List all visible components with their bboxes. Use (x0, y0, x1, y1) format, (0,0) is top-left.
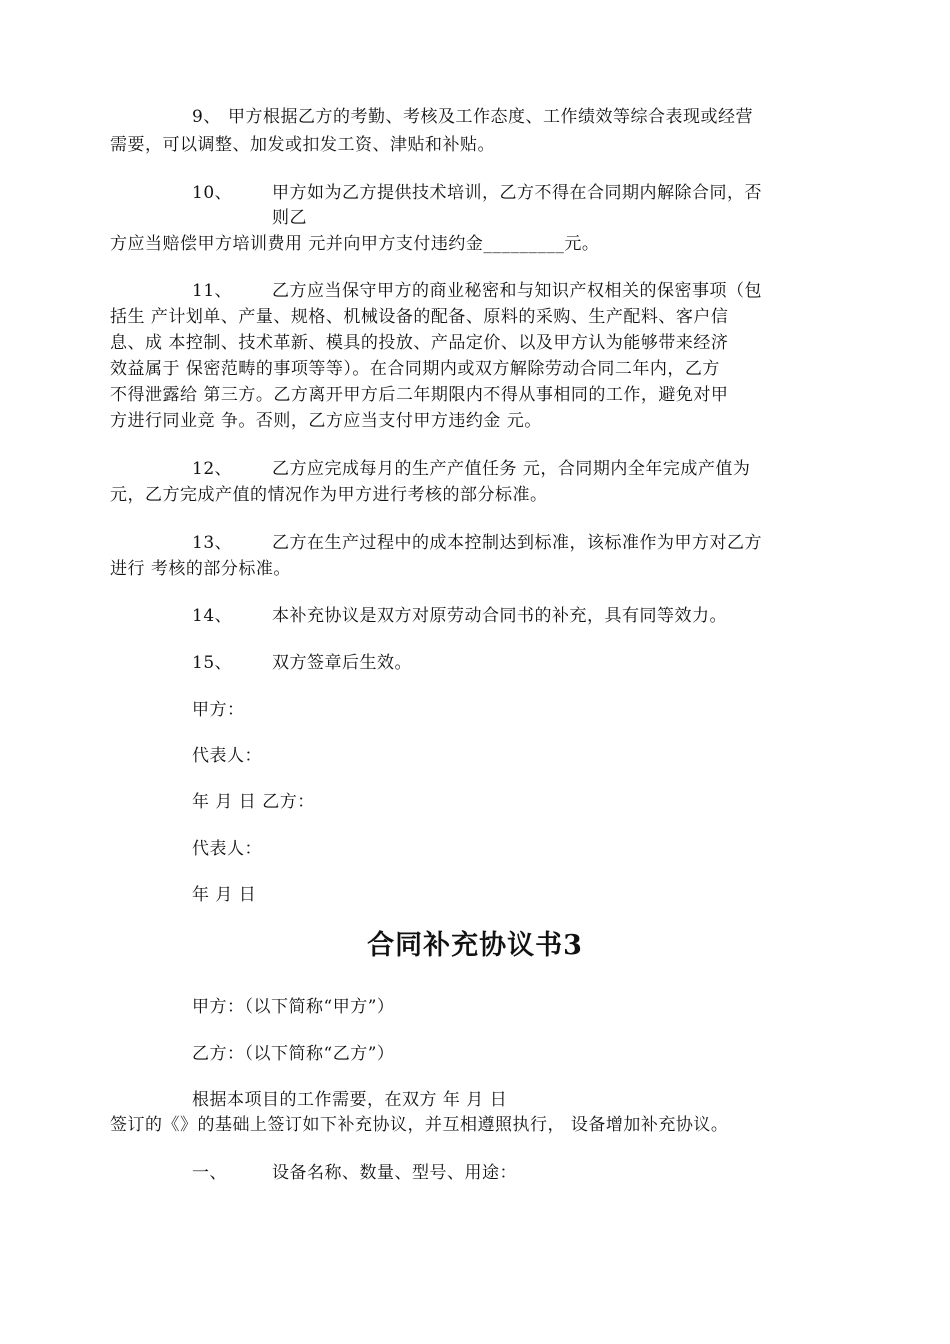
item10-line1: 10、 甲方如为乙方提供技术培训，乙方不得在合同期内解除合同，否 (192, 183, 762, 203)
agreement-intro-line2: 签订的《》的基础上签订如下补充协议，并互相遵照执行， 设备增加补充协议。 (110, 1115, 729, 1135)
item9-number: 9、 (192, 107, 221, 127)
clause1-number: 一、 (192, 1163, 227, 1183)
item11-line5: 不得泄露给 第三方。乙方离开甲方后二年期限内不得从事相同的工作，避免对甲 (110, 385, 729, 405)
item11-line1: 11、 乙方应当保守甲方的商业秘密和与知识产权相关的保密事项（包 (192, 281, 762, 301)
item11-number: 11、 (192, 281, 233, 301)
item15-number: 15、 (192, 653, 233, 673)
agreement-party-b: 乙方：（以下简称“乙方”） (192, 1044, 395, 1064)
signature-date-party-b: 年 月 日 乙方： (192, 792, 315, 812)
item10-line2: 则乙 (272, 208, 307, 228)
item13-number: 13、 (192, 533, 233, 553)
item9-line1: 9、 甲方根据乙方的考勤、考核及工作态度、工作绩效等综合表现或经营 (192, 107, 753, 127)
item12-line1: 12、 乙方应完成每月的生产产值任务 元，合同期内全年完成产值为 (192, 459, 751, 479)
item9-line2: 需要，可以调整、加发或扣发工资、津贴和补贴。 (110, 135, 495, 155)
signature-party-a: 甲方： (192, 700, 245, 720)
item14-number: 14、 (192, 606, 233, 626)
signature-date2: 年 月 日 (192, 885, 257, 905)
item10-number: 10、 (192, 183, 233, 203)
agreement-intro-line1: 根据本项目的工作需要，在双方 年 月 日 (192, 1090, 508, 1110)
signature-rep2: 代表人： (192, 839, 262, 859)
item11-line2: 括生 产计划单、产量、规格、机械设备的配备、原料的采购、生产配料、客户信 (110, 307, 729, 327)
agreement-party-a: 甲方：（以下简称“甲方”） (192, 997, 395, 1017)
item13-line1: 13、 乙方在生产过程中的成本控制达到标准，该标准作为甲方对乙方 (192, 533, 762, 553)
item14-line1: 14、 本补充协议是双方对原劳动合同书的补充，具有同等效力。 (192, 606, 727, 626)
item15-line1: 15、 双方签章后生效。 (192, 653, 412, 673)
item13-line2: 进行 考核的部分标准。 (110, 559, 291, 579)
signature-rep1: 代表人： (192, 746, 262, 766)
item11-line4: 效益属于 保密范畴的事项等等）。在合同期内或双方解除劳动合同二年内，乙方 (110, 359, 720, 379)
item11-line3: 息、成 本控制、技术革新、模具的投放、产品定价、以及甲方认为能够带来经济 (110, 333, 729, 353)
item10-line3: 方应当赔偿甲方培训费用 元并向甲方支付违约金_________元。 (110, 234, 600, 254)
agreement-clause1: 一、 设备名称、数量、型号、用途： (192, 1163, 517, 1183)
item11-line6: 方进行同业竞 争。否则，乙方应当支付甲方违约金 元。 (110, 411, 542, 431)
item12-line2: 元，乙方完成产值的情况作为甲方进行考核的部分标准。 (110, 485, 548, 505)
item12-number: 12、 (192, 459, 233, 479)
section-title: 合同补充协议书3 (367, 930, 583, 961)
